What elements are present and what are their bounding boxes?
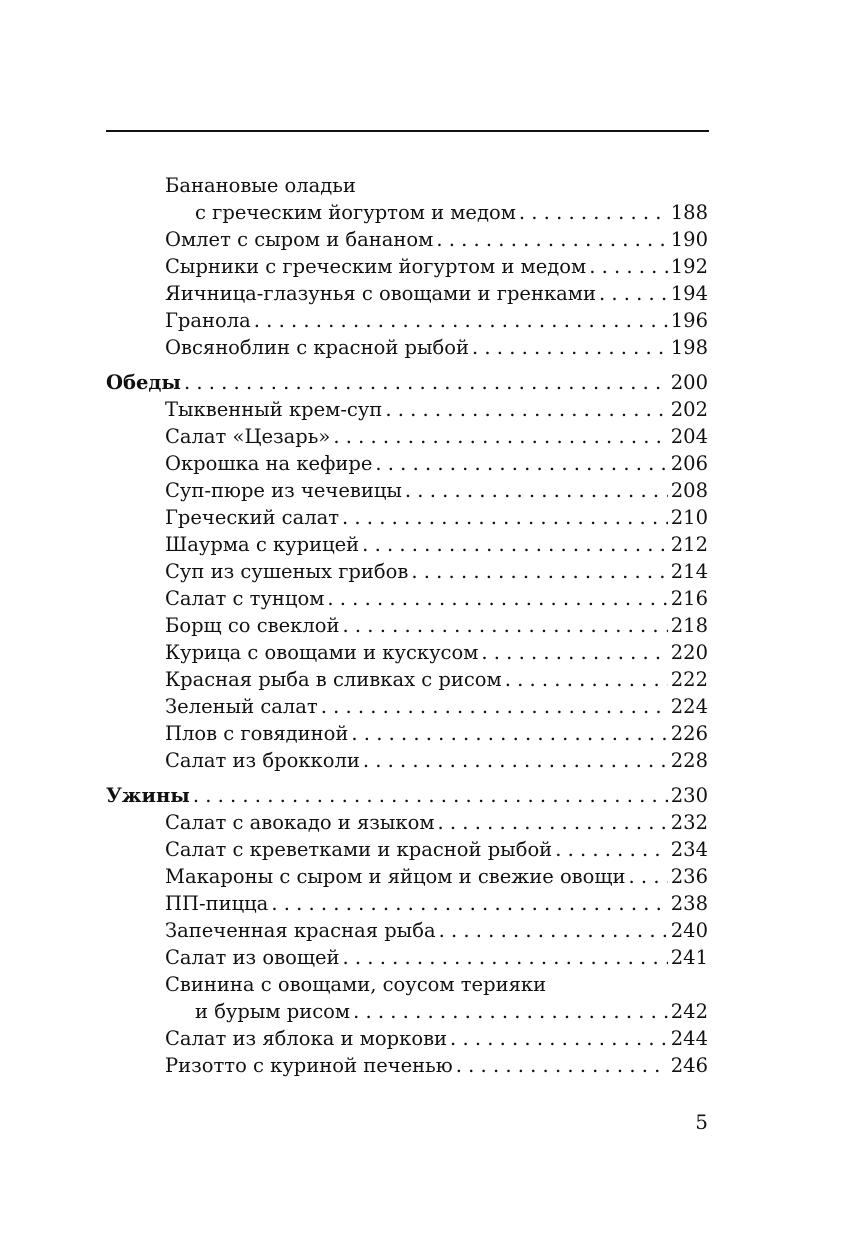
dot-leader [343,944,668,971]
dot-leader [353,998,668,1025]
toc-entry-line [165,917,708,944]
toc-entry-line [165,307,708,334]
dot-leader [505,666,668,693]
toc-entry-line [165,558,708,585]
toc-entry [0,809,844,836]
toc-section-title: Ужины [106,784,190,807]
toc-entry-line [165,504,708,531]
toc-entry [0,747,844,774]
toc-entry-title: Салат с авокадо и языком [165,811,435,834]
toc-entry-line [165,531,708,558]
dot-leader [411,558,667,585]
toc-entry [0,863,844,890]
dot-leader [254,307,668,334]
toc-page-number: 220 [670,641,708,664]
toc-entry-title: Зеленый салат [165,695,318,718]
dot-leader [193,782,668,809]
toc-entry-line [165,334,708,361]
toc-page-number: 244 [670,1027,708,1050]
toc-page-number: 238 [670,892,708,915]
dot-leader [343,612,668,639]
toc-entry [0,998,844,1025]
toc-entry [0,693,844,720]
dot-leader [589,253,668,280]
toc-entry-line [195,199,708,226]
toc-entry-line [165,890,708,917]
toc-page-number: 226 [670,722,708,745]
toc-entry-line [106,369,708,396]
toc-entry-line [165,1025,708,1052]
toc-entry-title: Гранола [165,309,251,332]
dot-leader [333,423,667,450]
dot-leader [363,747,668,774]
toc-page-number: 240 [670,919,708,942]
toc-entry-line [165,172,356,199]
header-rule [106,130,709,132]
dot-leader [555,836,668,863]
toc-entry-title: Красная рыба в сливках с рисом [165,668,502,691]
dot-leader [362,531,668,558]
toc-entry [0,199,844,226]
toc-entry-title: Салат «Цезарь» [165,425,331,448]
table-of-contents [0,172,844,1079]
toc-entry-title: Макароны с сыром и яйцом и свежие овощи [165,865,626,888]
toc-entry [0,720,844,747]
toc-entry [0,226,844,253]
dot-leader [375,450,667,477]
dot-leader [481,639,667,666]
toc-entry-title: Борщ со свеклой [165,614,340,637]
toc-entry-title: Окрошка на кефире [165,452,373,475]
toc-section-title: Обеды [106,371,181,394]
dot-leader [385,396,667,423]
toc-page-number: 196 [670,309,708,332]
toc-entry-line [106,782,708,809]
dot-leader [450,1025,668,1052]
page-number: 5 [695,1110,708,1134]
toc-page-number: 232 [670,811,708,834]
toc-entry-line [165,747,708,774]
toc-entry-title: Омлет с сыром и бананом [165,228,434,251]
toc-entry-title: Суп из сушеных грибов [165,560,409,583]
dot-leader [184,369,668,396]
toc-entry [0,558,844,585]
dot-leader [599,280,668,307]
dot-leader [327,585,667,612]
toc-page-number: 204 [670,425,708,448]
toc-entry-line [165,809,708,836]
toc-entry [0,396,844,423]
dot-leader [342,504,668,531]
dot-leader [472,334,668,361]
toc-entry [0,612,844,639]
toc-entry-title: Сырники с греческим йогуртом и медом [165,255,587,278]
dot-leader [271,890,667,917]
toc-entry [0,666,844,693]
toc-entry [0,531,844,558]
toc-entry-title: ПП-пицца [165,892,269,915]
toc-page-number: 246 [670,1054,708,1077]
toc-entry-title: Ризотто с куриной печенью [165,1054,453,1077]
toc-entry-title: Банановые оладьи [165,174,356,197]
toc-entry [0,504,844,531]
toc-page-number: 202 [670,398,708,421]
toc-page-number: 230 [670,784,708,807]
toc-entry [0,836,844,863]
toc-page-number: 218 [670,614,708,637]
toc-page-number: 241 [670,946,708,969]
toc-entry-line [165,639,708,666]
toc-entry-title: Салат из брокколи [165,749,360,772]
toc-entry-title: Яичница-глазунья с овощами и гренками [165,282,596,305]
toc-entry-line [165,396,708,423]
toc-page-number: 208 [670,479,708,502]
toc-entry-line [165,720,708,747]
toc-section-entry [0,782,844,809]
toc-page-number: 228 [670,749,708,772]
toc-entry-line [165,971,546,998]
toc-entry-title: Шаурма с курицей [165,533,360,556]
toc-entry-title: Плов с говядиной [165,722,349,745]
toc-entry [0,1052,844,1079]
toc-entry-line [165,693,708,720]
toc-page-number: 188 [670,201,708,224]
toc-entry [0,971,844,998]
dot-leader [629,863,668,890]
toc-entry-line [165,1052,708,1079]
toc-entry [0,280,844,307]
dot-leader [439,917,668,944]
toc-entry-title: Запеченная красная рыба [165,919,436,942]
dot-leader [519,199,668,226]
toc-section-entry [0,369,844,396]
toc-entry-line [165,585,708,612]
toc-page-number: 224 [670,695,708,718]
toc-entry-line [165,423,708,450]
toc-entry-title: Салат из овощей [165,946,340,969]
toc-page-number: 234 [670,838,708,861]
toc-entry-title: Тыквенный крем-суп [165,398,383,421]
toc-entry [0,585,844,612]
toc-entry [0,477,844,504]
toc-page-number: 222 [670,668,708,691]
toc-page-number: 212 [670,533,708,556]
toc-entry-title: Суп-пюре из чечевицы [165,479,402,502]
toc-entry-line [165,863,708,890]
toc-entry-line [165,836,708,863]
toc-entry [0,639,844,666]
toc-entry [0,253,844,280]
toc-entry-line [165,450,708,477]
dot-leader [438,809,668,836]
toc-entry-line [165,612,708,639]
toc-entry-line [165,477,708,504]
toc-entry-line [195,998,708,1025]
toc-entry [0,890,844,917]
toc-entry-line [165,280,708,307]
toc-page-number: 206 [670,452,708,475]
toc-entry-title: Греческий салат [165,506,340,529]
toc-page-number: 216 [670,587,708,610]
toc-page-number: 198 [670,336,708,359]
toc-page-number: 242 [670,1000,708,1023]
toc-page-number: 236 [670,865,708,888]
dot-leader [405,477,668,504]
toc-entry [0,307,844,334]
toc-entry-title: Салат с тунцом [165,587,325,610]
toc-entry-title: Курица с овощами и кускусом [165,641,479,664]
dot-leader [321,693,668,720]
toc-entry-title: Свинина с овощами, соусом терияки [165,973,547,996]
toc-entry-line [165,944,708,971]
toc-entry-line [165,253,708,280]
toc-page-number: 214 [670,560,708,583]
toc-entry-title: Салат с креветками и красной рыбой [165,838,553,861]
toc-entry-line [165,666,708,693]
dot-leader [351,720,667,747]
toc-entry [0,172,844,199]
toc-entry-title: с греческим йогуртом и медом [195,201,516,224]
toc-page-number: 210 [670,506,708,529]
toc-entry [0,334,844,361]
toc-page-number: 192 [670,255,708,278]
toc-entry [0,944,844,971]
toc-page-number: 200 [670,371,708,394]
toc-entry-line [165,226,708,253]
toc-entry [0,450,844,477]
toc-entry [0,1025,844,1052]
toc-entry-title: Салат из яблока и моркови [165,1027,448,1050]
toc-entry-title: Овсяноблин с красной рыбой [165,336,469,359]
toc-entry [0,917,844,944]
toc-entry-title: и бурым рисом [195,1000,351,1023]
toc-entry [0,423,844,450]
dot-leader [456,1052,668,1079]
toc-page-number: 194 [670,282,708,305]
dot-leader [436,226,667,253]
toc-page-number: 190 [670,228,708,251]
